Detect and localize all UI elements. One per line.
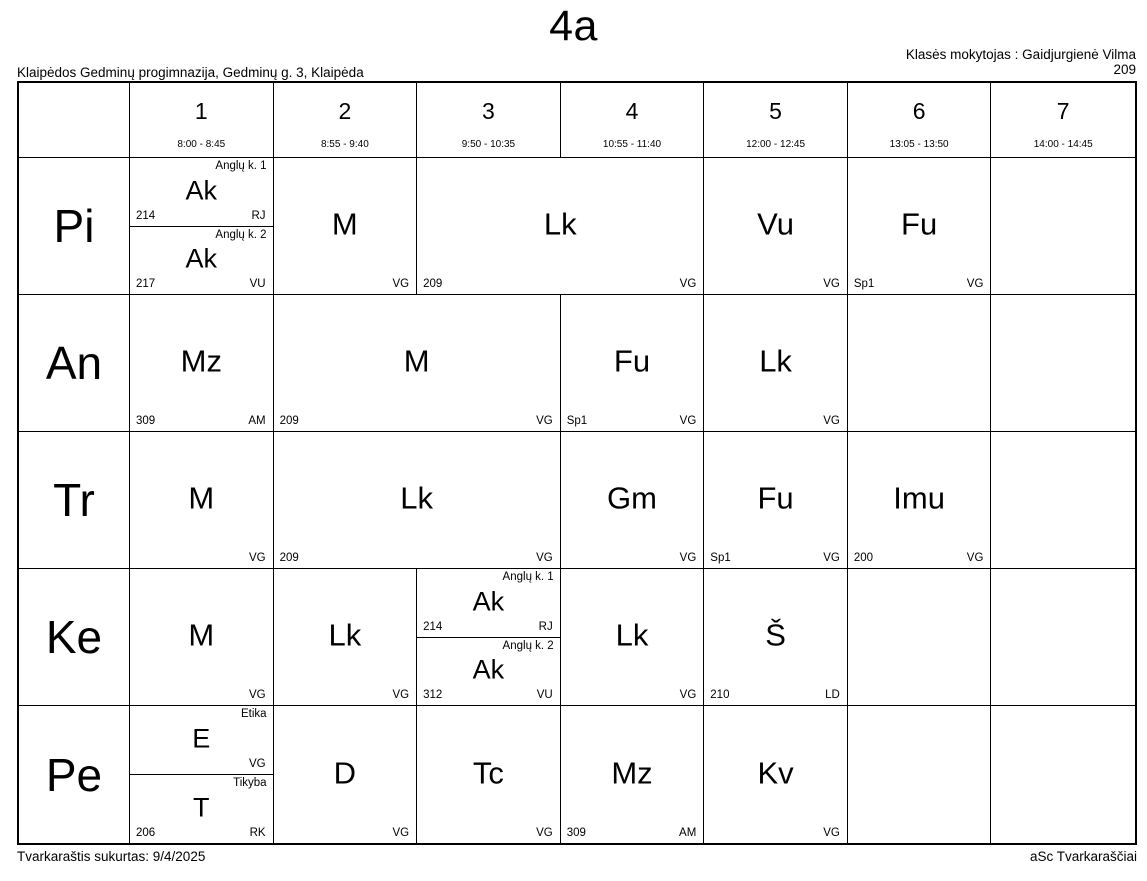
teacher-label: VG xyxy=(392,278,410,290)
period-header-5 xyxy=(704,83,848,158)
room-label: 209 xyxy=(279,552,299,564)
teacher-label: VG xyxy=(679,278,697,290)
room-label: 214 xyxy=(136,209,156,222)
lesson-cell xyxy=(561,706,705,843)
lesson-cell xyxy=(848,158,992,295)
period-number: 4 xyxy=(625,98,639,124)
teacher-label: VG xyxy=(248,689,266,701)
subject-abbr: Kv xyxy=(757,755,794,791)
teacher-label: RJ xyxy=(251,209,266,222)
period-time: 8:00 - 8:45 xyxy=(177,139,226,150)
class-room-number: 209 xyxy=(1113,62,1136,77)
period-header-6 xyxy=(848,83,992,158)
period-number: 7 xyxy=(1056,98,1070,124)
empty-cell xyxy=(848,295,992,432)
room-label: Sp1 xyxy=(710,552,731,564)
subject-abbr: Imu xyxy=(893,480,945,516)
corner-cell xyxy=(19,83,130,158)
subject-abbr: Lk xyxy=(615,617,649,653)
lesson-cell xyxy=(848,432,992,569)
split-part-top xyxy=(130,706,273,775)
subject-abbr: M xyxy=(331,206,358,242)
lesson-cell xyxy=(704,432,848,569)
class-title: 4a xyxy=(549,2,598,50)
room-label: 210 xyxy=(710,689,730,701)
page-footer xyxy=(17,849,1137,864)
period-number: 6 xyxy=(912,98,926,124)
page-header xyxy=(0,0,1147,81)
subject-abbr: Ak xyxy=(472,654,505,685)
lesson-cell xyxy=(704,569,848,706)
subject-abbr: Ak xyxy=(472,586,505,617)
teacher-label: VG xyxy=(823,415,840,427)
split-part-bottom xyxy=(130,775,273,843)
teacher-label: VG xyxy=(679,552,697,564)
timetable-grid xyxy=(17,81,1137,845)
period-time: 13:05 - 13:50 xyxy=(889,139,949,150)
room-label: 209 xyxy=(423,278,443,290)
subject-abbr: Lk xyxy=(543,206,577,242)
subject-abbr: Gm xyxy=(607,480,657,516)
lesson-cell xyxy=(561,295,705,432)
teacher-label: AM xyxy=(679,827,697,839)
lesson-cell xyxy=(561,432,705,569)
period-time: 8:55 - 9:40 xyxy=(320,139,369,150)
teacher-label: RK xyxy=(249,827,266,839)
teacher-label: VG xyxy=(823,827,840,839)
subject-abbr: Lk xyxy=(400,480,433,516)
room-label: 309 xyxy=(566,827,586,839)
subject-abbr: M xyxy=(403,343,430,379)
period-header-4 xyxy=(561,83,705,158)
lesson-cell xyxy=(274,569,418,706)
teacher-label: VG xyxy=(679,689,697,701)
group-label: Tikyba xyxy=(233,777,267,789)
teacher-label: VG xyxy=(679,415,697,427)
split-part-bottom xyxy=(130,227,273,295)
subject-abbr: Mz xyxy=(180,343,222,379)
empty-cell xyxy=(848,569,992,706)
empty-cell xyxy=(991,295,1135,432)
group-label: Anglų k. 1 xyxy=(502,571,554,583)
teacher-label: VG xyxy=(536,415,553,427)
teacher-label: VG xyxy=(823,552,840,564)
room-label: 209 xyxy=(279,415,299,427)
teacher-label: VG xyxy=(536,552,553,564)
group-label: Anglų k. 1 xyxy=(215,160,267,172)
day-label-pe: Pe xyxy=(19,706,130,843)
period-time: 14:00 - 14:45 xyxy=(1033,139,1093,150)
asc-brand-label: aSc Tvarkaraščiai xyxy=(1029,849,1137,864)
teacher-block xyxy=(906,47,1136,77)
subject-abbr: M xyxy=(188,480,215,516)
teacher-label: VU xyxy=(536,689,553,701)
period-time: 9:50 - 10:35 xyxy=(461,139,516,150)
teacher-label: VG xyxy=(248,758,266,770)
subject-abbr: Vu xyxy=(757,206,794,242)
teacher-label: VG xyxy=(536,827,553,839)
subject-abbr: M xyxy=(188,617,215,653)
room-label: 309 xyxy=(136,415,156,427)
period-number: 1 xyxy=(194,98,208,124)
lesson-cell-split xyxy=(130,158,274,295)
subject-abbr: D xyxy=(333,755,357,791)
empty-cell xyxy=(991,706,1135,843)
subject-abbr: E xyxy=(192,723,211,754)
lesson-cell xyxy=(274,432,561,569)
teacher-label: VG xyxy=(823,278,840,290)
teacher-label: VG xyxy=(248,552,266,564)
room-label: 214 xyxy=(423,620,443,633)
subject-abbr: Fu xyxy=(613,343,651,379)
teacher-label: VG xyxy=(392,827,410,839)
lesson-cell xyxy=(274,295,561,432)
day-label-an: An xyxy=(19,295,130,432)
lesson-cell xyxy=(704,295,848,432)
subject-abbr: Fu xyxy=(901,206,938,242)
subject-abbr: Lk xyxy=(328,617,362,653)
teacher-label: AM xyxy=(248,415,266,427)
subject-abbr: Ak xyxy=(185,175,218,206)
period-number: 2 xyxy=(338,98,352,124)
group-label: Etika xyxy=(240,708,267,720)
room-label: 206 xyxy=(136,827,156,839)
teacher-label: RJ xyxy=(538,620,553,633)
period-header-1 xyxy=(130,83,274,158)
subject-abbr: Mz xyxy=(611,755,653,791)
split-part-top xyxy=(417,569,560,638)
teacher-label: LD xyxy=(825,689,840,701)
day-label-ke: Ke xyxy=(19,569,130,706)
lesson-cell xyxy=(704,158,848,295)
room-label: Sp1 xyxy=(566,415,588,427)
period-header-3 xyxy=(417,83,561,158)
day-label-pi: Pi xyxy=(19,158,130,295)
class-teacher-line: Klasės mokytojas : Gaidjurgienė Vilma xyxy=(905,47,1136,62)
room-label: 312 xyxy=(423,689,443,701)
lesson-cell xyxy=(417,706,561,843)
teacher-label: VG xyxy=(966,278,984,290)
subject-abbr: Ak xyxy=(185,243,218,274)
lesson-cell xyxy=(417,158,704,295)
lesson-cell-split xyxy=(417,569,561,706)
lesson-cell-split xyxy=(130,706,274,843)
lesson-cell xyxy=(130,295,274,432)
created-date-label: Tvarkaraštis sukurtas: 9/4/2025 xyxy=(17,849,206,864)
group-label: Anglų k. 2 xyxy=(215,228,267,241)
lesson-cell xyxy=(274,706,418,843)
period-time: 10:55 - 11:40 xyxy=(602,139,662,150)
empty-cell xyxy=(991,432,1135,569)
lesson-cell xyxy=(704,706,848,843)
period-time: 12:00 - 12:45 xyxy=(746,139,806,150)
subject-abbr: Fu xyxy=(757,480,794,516)
split-part-top xyxy=(130,158,273,227)
split-part-bottom xyxy=(417,638,560,706)
period-number: 3 xyxy=(482,98,495,124)
subject-abbr: T xyxy=(193,792,210,823)
group-label: Anglų k. 2 xyxy=(502,639,554,652)
empty-cell xyxy=(991,569,1135,706)
teacher-label: VG xyxy=(392,689,410,701)
subject-abbr: Š xyxy=(765,617,786,653)
lesson-cell xyxy=(130,569,274,706)
subject-abbr: Tc xyxy=(472,755,504,791)
subject-abbr: Lk xyxy=(759,343,792,379)
period-number: 5 xyxy=(769,98,782,124)
empty-cell xyxy=(848,706,992,843)
teacher-label: VU xyxy=(249,278,266,290)
room-label: 200 xyxy=(853,552,874,564)
room-label: Sp1 xyxy=(853,278,875,290)
room-label: 217 xyxy=(136,278,156,290)
school-name: Klaipėdos Gedminų progimnazija, Gedminų g. 3, Klaipėda xyxy=(17,65,364,80)
lesson-cell xyxy=(274,158,418,295)
lesson-cell xyxy=(130,432,274,569)
lesson-cell xyxy=(561,569,705,706)
period-header-2 xyxy=(274,83,418,158)
day-label-tr: Tr xyxy=(19,432,130,569)
teacher-label: VG xyxy=(966,552,984,564)
empty-cell xyxy=(991,158,1135,295)
period-header-7 xyxy=(991,83,1135,158)
